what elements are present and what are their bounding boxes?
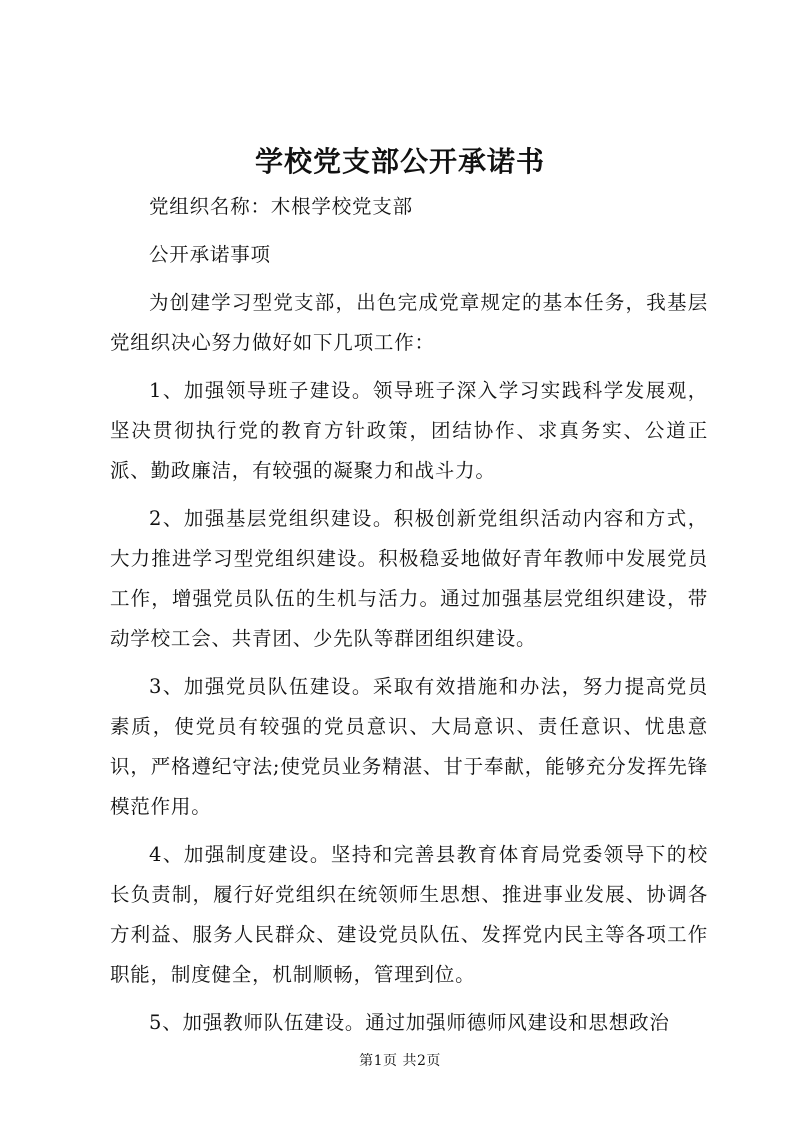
commitment-item-4: 4、加强制度建设。坚持和完善县教育体育局党委领导下的校长负责制，履行好党组织在统领师生思想、推进事业发展、协调各方利益、服务人民群众、建设党员队伍、发挥党内民主等各项工作职能，制度健全，机制顺畅，管理到位。 <box>110 843 708 986</box>
section-heading: 公开承诺事项 <box>149 243 271 266</box>
page-footer: 第1页 共2页 <box>359 1053 441 1069</box>
document-body <box>110 187 708 1043</box>
org-name-line: 党组织名称：木根学校党支部 <box>149 195 413 218</box>
document-title: 学校党支部公开承诺书 <box>254 145 545 178</box>
commitment-item-1: 1、加强领导班子建设。领导班子深入学习实践科学发展观，坚决贯彻执行党的教育方针政策，团结协作、求真务实、公道正派、勤政廉洁，有较强的凝聚力和战斗力。 <box>110 379 708 482</box>
commitment-item-5: 5、加强教师队伍建设。通过加强师德师风建设和思想政治 <box>149 1011 670 1034</box>
intro-paragraph: 为创建学习型党支部，出色完成党章规定的基本任务，我基层党组织决心努力做好如下几项工作： <box>110 291 708 354</box>
commitment-item-3: 3、加强党员队伍建设。采取有效措施和办法，努力提高党员素质，使党员有较强的党员意识、大局意识、责任意识、忧患意识，严格遵纪守法;使党员业务精湛、甘于奉献，能够充分发挥先锋模范作用。 <box>110 675 708 818</box>
commitment-item-2: 2、加强基层党组织建设。积极创新党组织活动内容和方式，大力推进学习型党组织建设。积极稳妥地做好青年教师中发展党员工作，增强党员队伍的生机与活力。通过加强基层党组织建设，带动学校工会、共青团、少先队等群团组织建设。 <box>110 507 708 650</box>
